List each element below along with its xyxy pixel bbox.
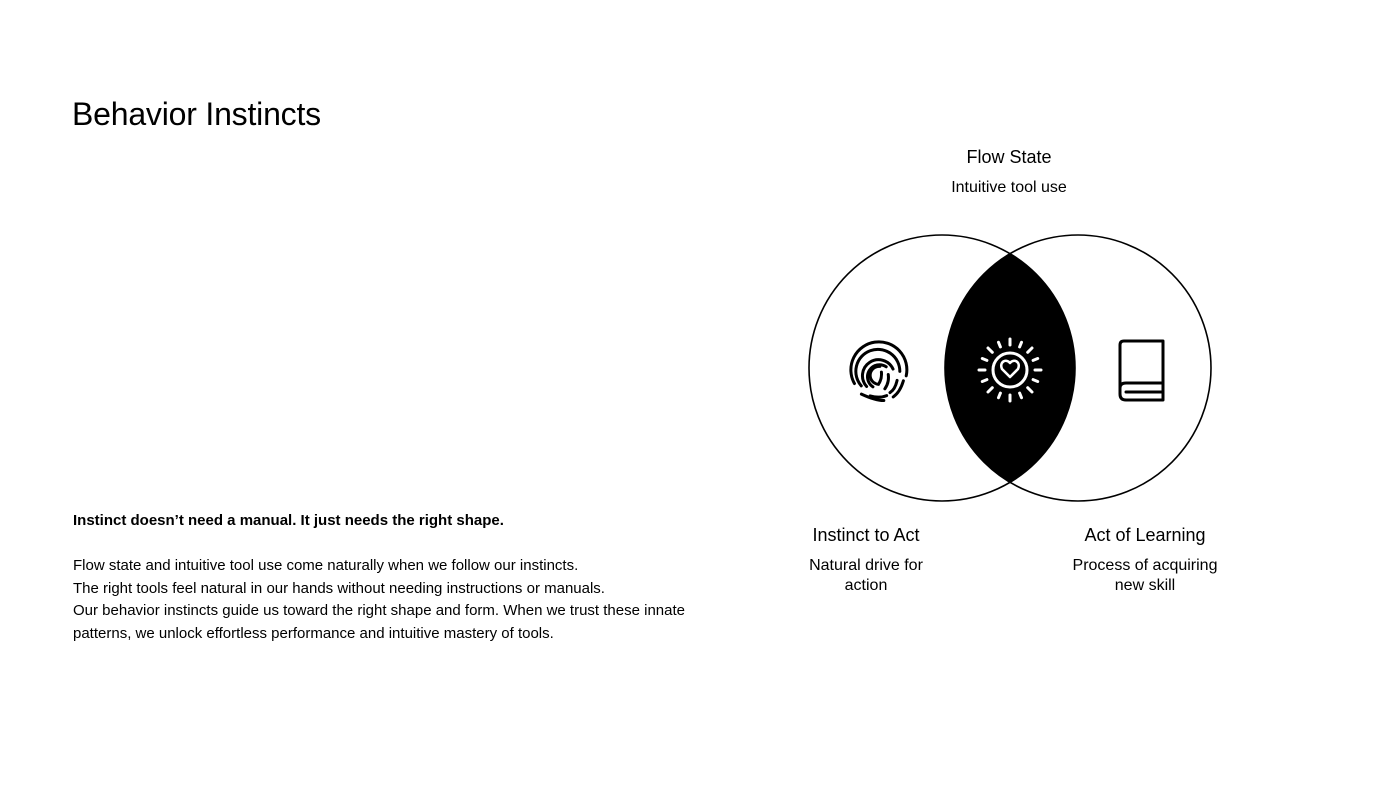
- fingerprint-icon: [845, 336, 914, 407]
- instinct-title: Instinct to Act: [812, 525, 920, 545]
- learning-title: Act of Learning: [1084, 525, 1206, 545]
- flow-state-title: Flow State: [966, 147, 1052, 167]
- book-icon: [1120, 341, 1163, 400]
- top-label: [909, 146, 1109, 198]
- paragraph-line: patterns, we unlock effortless performance and intuitive mastery of tools.: [73, 624, 554, 642]
- learning-description: [1045, 556, 1245, 596]
- flow-state-description: Intuitive tool use: [951, 179, 1067, 196]
- right-label: [1045, 524, 1245, 596]
- paragraph-line: Flow state and intuitive tool use come naturally when we follow our instincts.: [73, 557, 579, 574]
- intersection-lens: [945, 235, 1211, 501]
- instinct-description-line: Natural drive for: [809, 557, 923, 574]
- learning-description-line: Process of acquiring: [1072, 557, 1218, 574]
- instinct-description: [766, 556, 966, 596]
- instinct-description-line: action: [844, 577, 888, 594]
- learning-description-line: new skill: [1114, 577, 1176, 594]
- left-label: [766, 524, 966, 596]
- lead-sentence: Instinct doesn’t need a manual. It just needs the right shape.: [73, 512, 504, 529]
- paragraph-line: The right tools feel natural in our hands without needing instructions or manuals.: [73, 579, 605, 597]
- page-title: Behavior Instincts: [72, 96, 321, 132]
- paragraph-line: Our behavior instincts guide us toward the right shape and form. When we trust these innate: [73, 602, 685, 619]
